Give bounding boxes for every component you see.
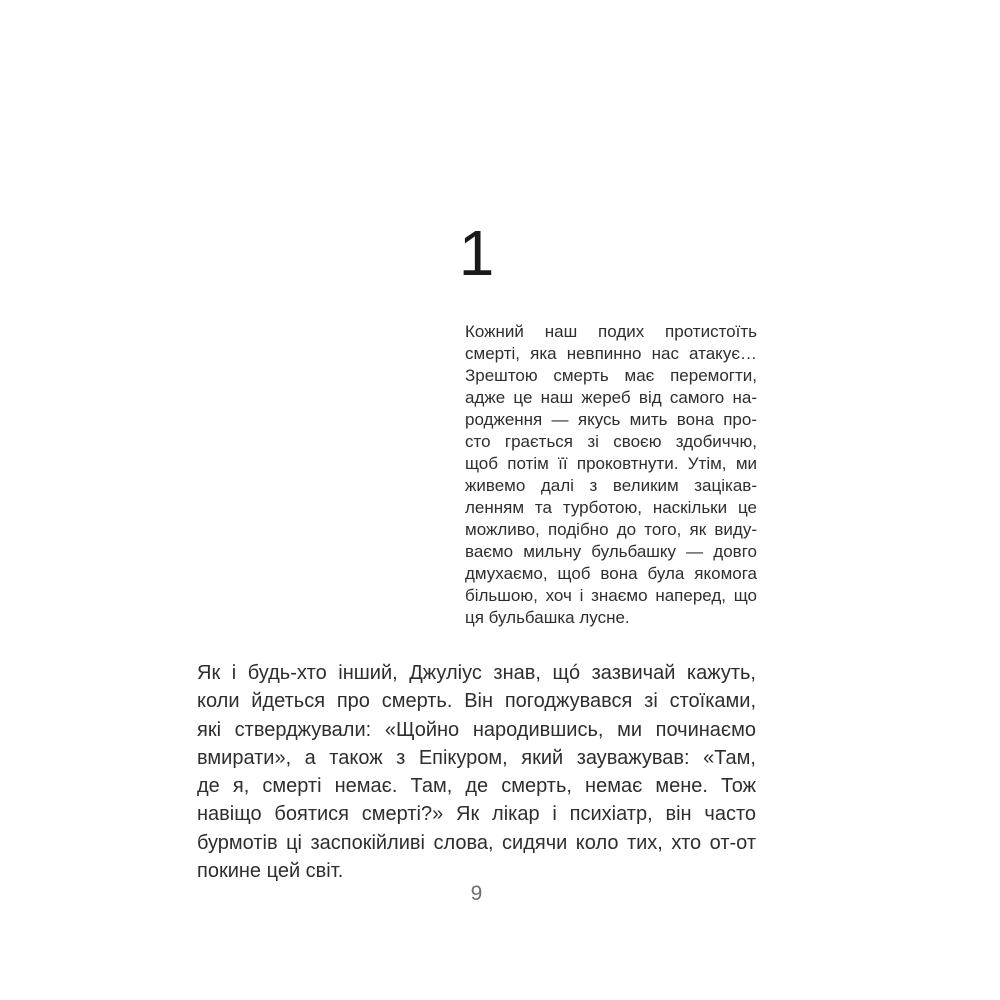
epigraph-line: можливо, подібно до того, як виду- xyxy=(465,520,757,539)
epigraph-block xyxy=(465,321,757,629)
body-text-line: коли йдеться про смерть. Він погоджувався зі стоїками, xyxy=(197,690,756,713)
epigraph-line: ваємо мильну бульбашку — довго xyxy=(465,542,757,561)
epigraph-line: ленням та турботою, наскільки це xyxy=(465,498,757,517)
epigraph-line: Зрештою смерть має перемогти, xyxy=(465,366,757,385)
epigraph-line: Кожний наш подих протистоїть xyxy=(465,322,757,341)
epigraph-line: ця бульбашка лусне. xyxy=(465,608,630,627)
body-text-line: де я, смерті немає. Там, де смерть, немає мене. Тож xyxy=(197,775,756,798)
epigraph-line: адже це наш жереб від самого на- xyxy=(465,388,757,407)
epigraph-line: живемо далі з великим зацікав- xyxy=(465,476,757,495)
epigraph-line: дмухаємо, щоб вона була якомога xyxy=(465,564,757,583)
epigraph-line: сто грається зі своєю здобиччю, xyxy=(465,432,757,451)
body-text-line: покине цей світ. xyxy=(197,860,344,883)
epigraph-line: щоб потім її проковтнути. Утім, ми xyxy=(465,454,757,473)
epigraph-line: родження — якусь мить вона про- xyxy=(465,410,757,429)
body-paragraph xyxy=(197,659,756,885)
epigraph-line: смерті, яка невпинно нас атакує… xyxy=(465,344,757,363)
epigraph-line: більшою, хоч і знаємо наперед, що xyxy=(465,586,757,605)
chapter-number: 1 xyxy=(458,217,495,289)
body-text-line: вмирати», а також з Епікуром, який зауважував: «Там, xyxy=(197,746,756,769)
body-text-line: які стверджували: «Щойно народившись, ми починаємо xyxy=(197,718,756,741)
body-text-line: бурмотів ці заспокійливі слова, сидячи коло тих, хто от-от xyxy=(197,831,756,854)
body-text-line: Як і будь-хто інший, Джуліус знав, щó зазвичай кажуть, xyxy=(197,662,756,684)
page-number: 9 xyxy=(470,882,483,905)
body-text-line: навіщо боятися смерті?» Як лікар і психіатр, він часто xyxy=(197,803,756,826)
